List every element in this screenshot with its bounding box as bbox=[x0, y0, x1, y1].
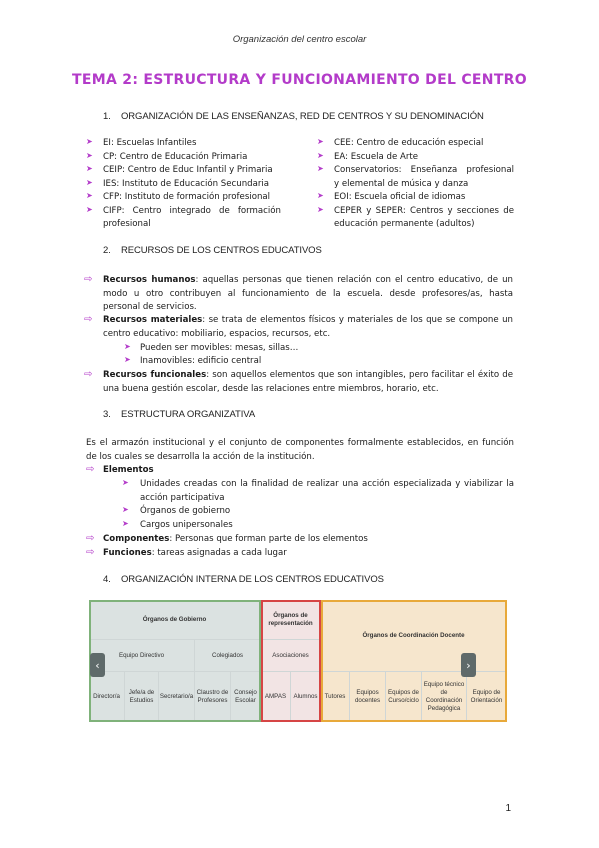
section-4-heading bbox=[103, 574, 384, 585]
list-item: EOI: Escuela oficial de idiomas bbox=[334, 192, 466, 202]
arrow-right-icon: ⇨ bbox=[86, 533, 95, 544]
table-cell: AMPAS bbox=[261, 672, 291, 722]
carousel-next-button[interactable] bbox=[461, 653, 476, 677]
table-cell: Jefe/a de Estudios bbox=[125, 672, 159, 722]
arrowhead-icon: ➤ bbox=[86, 164, 93, 173]
header-asociaciones: Asociaciones bbox=[261, 640, 321, 672]
table-cell: Equipo técnico de Coordinación Pedagógica bbox=[422, 672, 467, 722]
list-item: CEIP: Centro de Educ Infantil y Primaria bbox=[103, 165, 273, 175]
page-title: TEMA 2: ESTRUCTURA Y FUNCIONAMIENTO DEL CENTRO bbox=[72, 72, 527, 88]
term-label: Funciones bbox=[103, 548, 152, 558]
estructura-intro-line-1: Es el armazón institucional y el conjunto de componentes formalmente establecidos, en función bbox=[86, 438, 514, 448]
componentes-line bbox=[103, 533, 368, 547]
chevron-right-icon: › bbox=[466, 658, 471, 672]
list-item: Conservatorios: Enseñanza profesional bbox=[334, 165, 514, 175]
list-item: CP: Centro de Educación Primaria bbox=[103, 152, 248, 162]
elementos-sub-2: Órganos de gobierno bbox=[140, 506, 231, 516]
arrowhead-icon: ➤ bbox=[317, 151, 324, 160]
table-cell: Alumnos bbox=[291, 672, 321, 722]
list-item: CFP: Instituto de formación profesional bbox=[103, 192, 271, 202]
term-text: : aquellas personas que tienen relación con el centro educativo, de un bbox=[195, 275, 513, 285]
funciones-line bbox=[103, 547, 287, 561]
list-item: CEE: Centro de educación especial bbox=[334, 138, 484, 148]
term-label: Componentes bbox=[103, 534, 170, 544]
arrowhead-icon: ➤ bbox=[86, 191, 93, 200]
term-label: Recursos funcionales bbox=[103, 370, 207, 380]
section-3-heading bbox=[103, 409, 255, 420]
table-cell: Secretario/a bbox=[159, 672, 195, 722]
arrow-right-icon: ⇨ bbox=[84, 314, 93, 325]
estructura-intro-line-2: de los cuales se desarrolla la acción de la institución. bbox=[86, 452, 315, 462]
table-cell: Equipo de Orientación bbox=[467, 672, 507, 722]
carousel-prev-button[interactable] bbox=[90, 653, 105, 677]
elementos-label: Elementos bbox=[103, 465, 154, 475]
elementos-sub-1-line-2: acción participativa bbox=[140, 493, 225, 503]
arrow-right-icon: ⇨ bbox=[86, 547, 95, 558]
table-cell: Equipos de Curso/ciclo bbox=[386, 672, 422, 722]
section-2-heading bbox=[103, 245, 322, 256]
inamovibles-item: Inamovibles: edificio central bbox=[140, 356, 262, 366]
list-item: EI: Escuelas Infantiles bbox=[103, 138, 197, 148]
recursos-funcionales-line-1 bbox=[103, 369, 513, 383]
elementos-sub-3: Cargos unipersonales bbox=[140, 520, 233, 530]
header-organos-representacion: Órganos de representación bbox=[261, 600, 321, 640]
arrowhead-icon: ➤ bbox=[317, 137, 324, 146]
org-structure-table bbox=[89, 600, 507, 722]
header-organos-gobierno: Órganos de Gobierno bbox=[89, 600, 261, 640]
running-header: Organización del centro escolar bbox=[232, 34, 367, 45]
arrowhead-icon: ➤ bbox=[122, 478, 129, 487]
list-item: EA: Escuela de Arte bbox=[334, 152, 419, 162]
group-outline-coordinacion bbox=[321, 600, 507, 722]
term-label: Recursos materiales bbox=[103, 315, 203, 325]
arrowhead-icon: ➤ bbox=[124, 355, 131, 364]
list-item: IES: Instituto de Educación Secundaria bbox=[103, 179, 270, 189]
list-item-continuation: profesional bbox=[103, 219, 151, 229]
page-number: 1 bbox=[505, 803, 511, 814]
section-title: ORGANIZACIÓN INTERNA DE LOS CENTROS EDUCATIVOS bbox=[121, 574, 384, 585]
header-equipo-directivo: Equipo Directivo bbox=[89, 640, 195, 672]
term-text: : tareas asignadas a cada lugar bbox=[151, 548, 287, 558]
term-label: Recursos humanos bbox=[103, 275, 196, 285]
arrowhead-icon: ➤ bbox=[86, 137, 93, 146]
arrowhead-icon: ➤ bbox=[317, 191, 324, 200]
table-cell: Equipos docentes bbox=[350, 672, 386, 722]
list-item-continuation: educación permanente (adultos) bbox=[334, 219, 475, 229]
arrowhead-icon: ➤ bbox=[122, 505, 129, 514]
list-item-continuation: y elemental de música y danza bbox=[334, 179, 469, 189]
recursos-materiales-line-2: centro educativo: mobiliario, espacios, recursos, etc. bbox=[103, 329, 331, 339]
header-organos-coordinacion: Órganos de Coordinación Docente bbox=[321, 600, 507, 672]
movibles-item: Pueden ser movibles: mesas, sillas… bbox=[140, 343, 299, 353]
recursos-materiales-line-1 bbox=[103, 314, 513, 328]
group-outline-gobierno bbox=[89, 600, 261, 722]
term-text: : son aquellos elementos que son intangibles, pero facilitar el éxito de bbox=[206, 370, 514, 380]
elementos-sub-1-line-1: Unidades creadas con la finalidad de realizar una acción especializada y viabilizar la bbox=[140, 479, 514, 489]
header-colegiados: Colegiados bbox=[195, 640, 261, 672]
section-number: 1. bbox=[103, 111, 111, 122]
term-text: : se trata de elementos físicos y materiales de los que se compone un bbox=[202, 315, 513, 325]
arrowhead-icon: ➤ bbox=[86, 151, 93, 160]
section-number: 3. bbox=[103, 409, 111, 420]
section-1-heading bbox=[103, 111, 484, 122]
table-cell: Director/a bbox=[89, 672, 125, 722]
arrowhead-icon: ➤ bbox=[124, 342, 131, 351]
table-cell: Consejo Escolar bbox=[231, 672, 261, 722]
arrow-right-icon: ⇨ bbox=[84, 274, 93, 285]
arrowhead-icon: ➤ bbox=[86, 178, 93, 187]
section-title: ESTRUCTURA ORGANIZATIVA bbox=[121, 409, 256, 420]
table-cell: Tutores bbox=[321, 672, 350, 722]
arrowhead-icon: ➤ bbox=[317, 205, 324, 214]
section-number: 2. bbox=[103, 245, 111, 256]
recursos-humanos-line-2: modo u otro contribuyen al funcionamiento de la escuela. desde profesores/as, hasta bbox=[103, 289, 513, 299]
list-item: CIFP: Centro integrado de formación bbox=[103, 206, 281, 216]
table-cell: Claustro de Profesores bbox=[195, 672, 231, 722]
arrowhead-icon: ➤ bbox=[317, 164, 324, 173]
group-outline-representacion bbox=[261, 600, 321, 722]
arrow-right-icon: ⇨ bbox=[86, 464, 95, 475]
section-title: ORGANIZACIÓN DE LAS ENSEÑANZAS, RED DE CENTROS Y SU DENOMINACIÓN bbox=[121, 111, 484, 122]
term-text: : Personas que forman parte de los elementos bbox=[169, 534, 368, 544]
list-item: CEPER y SEPER: Centros y secciones de bbox=[334, 206, 514, 216]
arrowhead-icon: ➤ bbox=[86, 205, 93, 214]
section-title: RECURSOS DE LOS CENTROS EDUCATIVOS bbox=[121, 245, 322, 256]
recursos-humanos-line-3: personal de servicios. bbox=[103, 302, 197, 312]
arrow-right-icon: ⇨ bbox=[84, 369, 93, 380]
recursos-funcionales-line-2: una buena gestión escolar, desde las relaciones entre miembros, horario, etc. bbox=[103, 384, 439, 394]
section-number: 4. bbox=[103, 574, 111, 585]
chevron-left-icon: ‹ bbox=[95, 658, 100, 672]
recursos-humanos-line-1 bbox=[103, 274, 513, 288]
arrowhead-icon: ➤ bbox=[122, 519, 129, 528]
